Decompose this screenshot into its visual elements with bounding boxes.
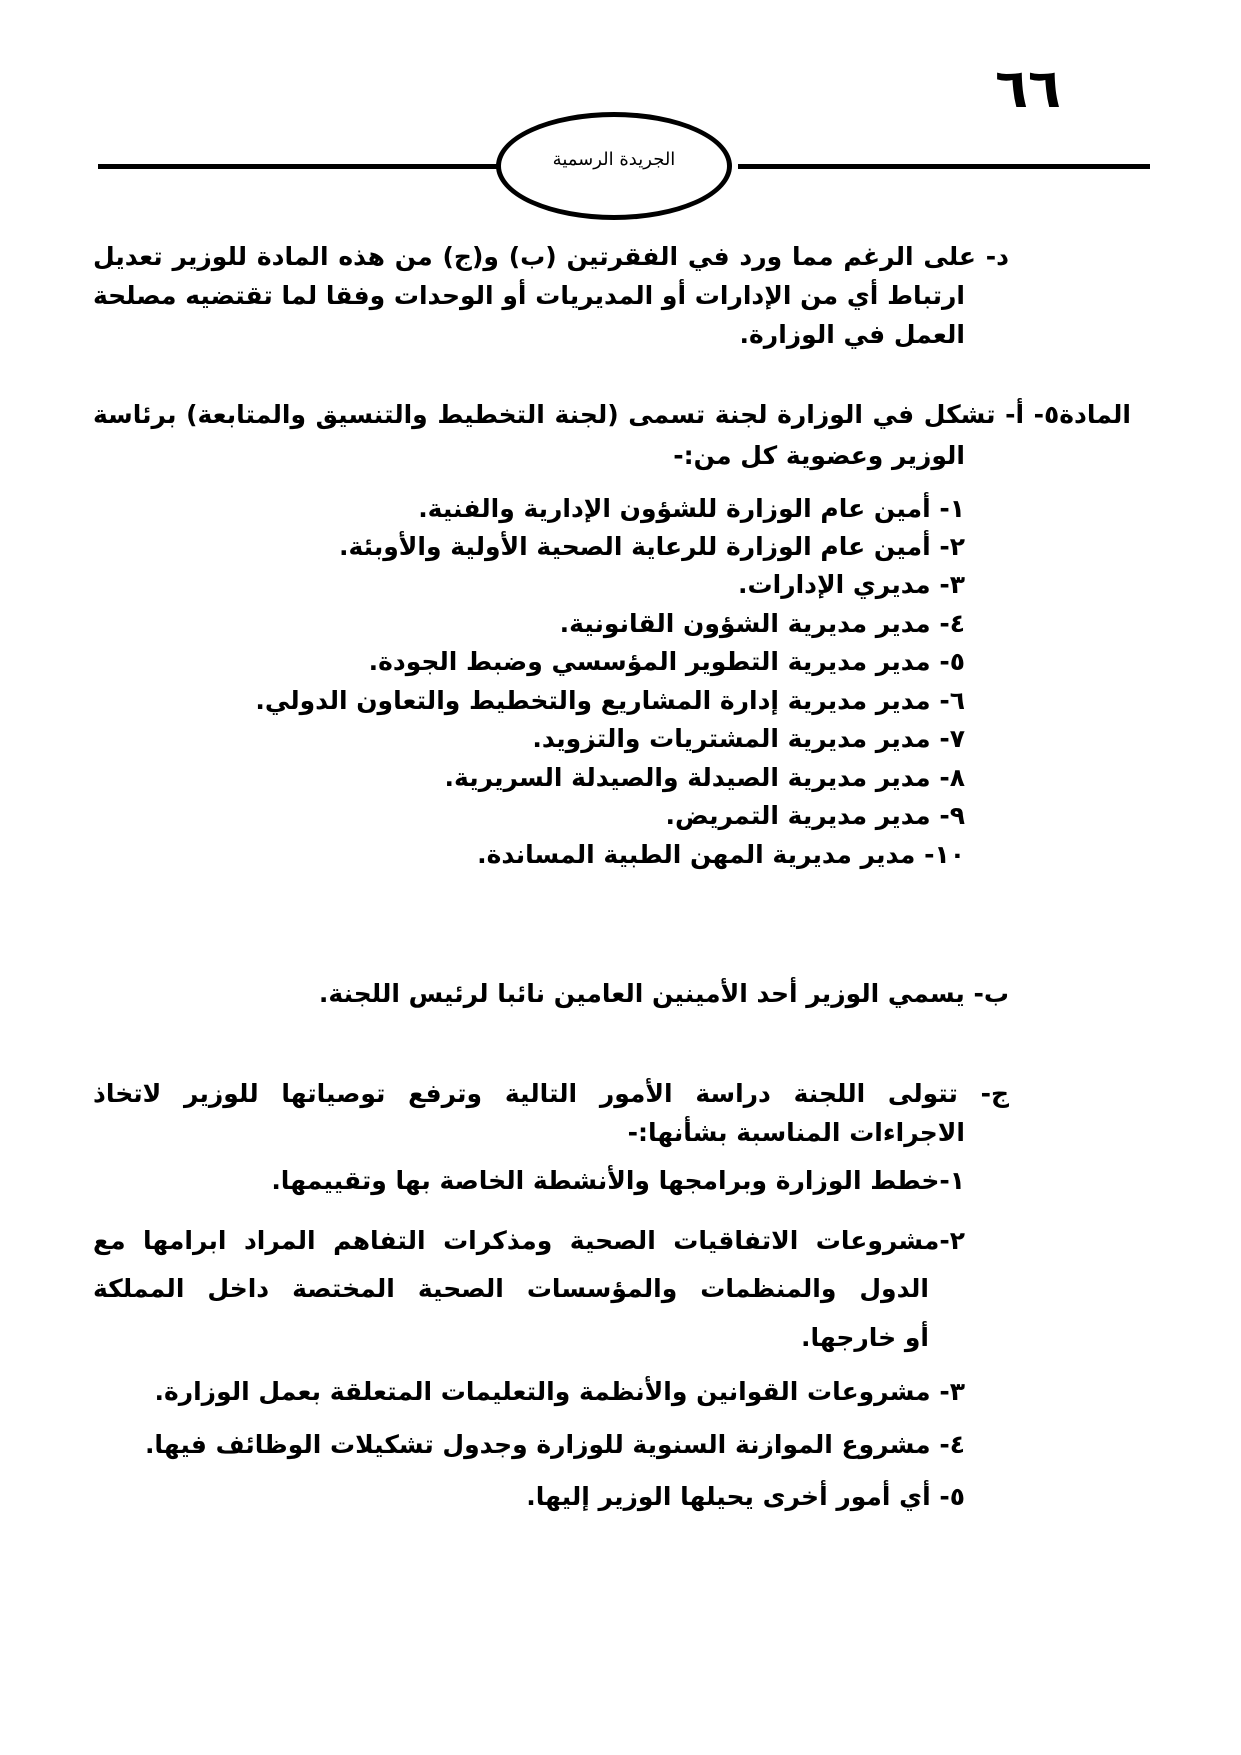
committee-member-7: ٧- مدير مديرية المشتريات والتزويد. (532, 724, 965, 753)
article-5-a-line-1: المادة٥- أ- تشكل في الوزارة لجنة تسمى (لجنة التخطيط والتنسيق والمتابعة) برئاسة (93, 400, 1131, 429)
page-number: ٦٦ (995, 57, 1061, 120)
paragraph-c-line-2: الاجراءات المناسبة بشأنها:- (627, 1118, 965, 1147)
committee-member-10: ١٠- مدير مديرية المهن الطبية المساندة. (477, 840, 965, 869)
header-oval (496, 112, 732, 220)
paragraph-d-line-3: العمل في الوزارة. (739, 320, 965, 349)
committee-task-2-line-2: الدول والمنظمات والمؤسسات الصحية المختصة داخل المملكة (93, 1274, 929, 1303)
committee-member-5: ٥- مدير مديرية التطوير المؤسسي وضبط الجودة. (368, 647, 965, 676)
paragraph-c-line-1: ج- تتولى اللجنة دراسة الأمور التالية وترفع توصياتها للوزير لاتخاذ (93, 1079, 1009, 1108)
header-rule-left (98, 164, 502, 169)
committee-task-3: ٣- مشروعات القوانين والأنظمة والتعليمات المتعلقة بعمل الوزارة. (154, 1377, 965, 1406)
committee-member-6: ٦- مدير مديرية إدارة المشاريع والتخطيط والتعاون الدولي. (255, 686, 965, 715)
committee-member-2: ٢- أمين عام الوزارة للرعاية الصحية الأولية والأوبئة. (339, 532, 965, 561)
article-5-a-line-2: الوزير وعضوية كل من:- (673, 441, 965, 470)
committee-task-4: ٤- مشروع الموازنة السنوية للوزارة وجدول تشكيلات الوظائف فيها. (144, 1430, 965, 1459)
committee-member-1: ١- أمين عام الوزارة للشؤون الإدارية والفنية. (418, 494, 965, 523)
committee-task-1: ١-خطط الوزارة وبرامجها والأنشطة الخاصة بها وتقييمها. (271, 1166, 965, 1195)
committee-task-2-line-3: أو خارجها. (800, 1323, 929, 1352)
committee-member-3: ٣- مديري الإدارات. (738, 570, 965, 599)
committee-task-2-line-1: ٢-مشروعات الاتفاقيات الصحية ومذكرات التفاهم المراد ابرامها مع (93, 1226, 965, 1255)
committee-member-4: ٤- مدير مديرية الشؤون القانونية. (559, 609, 965, 638)
paragraph-d-line-1: د- على الرغم مما ورد في الفقرتين (ب) و(ج) من هذه المادة للوزير تعديل (93, 242, 1009, 271)
committee-task-5: ٥- أي أمور أخرى يحيلها الوزير إليها. (526, 1482, 965, 1511)
paragraph-b: ب- يسمي الوزير أحد الأمينين العامين نائبا لرئيس اللجنة. (318, 979, 1009, 1008)
header-title: الجريدة الرسمية (552, 148, 676, 170)
paragraph-d-line-2: ارتباط أي من الإدارات أو المديريات أو الوحدات وفقا لما تقتضيه مصلحة (93, 281, 965, 310)
committee-member-9: ٩- مدير مديرية التمريض. (665, 801, 965, 830)
committee-member-8: ٨- مدير مديرية الصيدلة والصيدلة السريرية. (444, 763, 965, 792)
header-rule-right (738, 164, 1150, 169)
